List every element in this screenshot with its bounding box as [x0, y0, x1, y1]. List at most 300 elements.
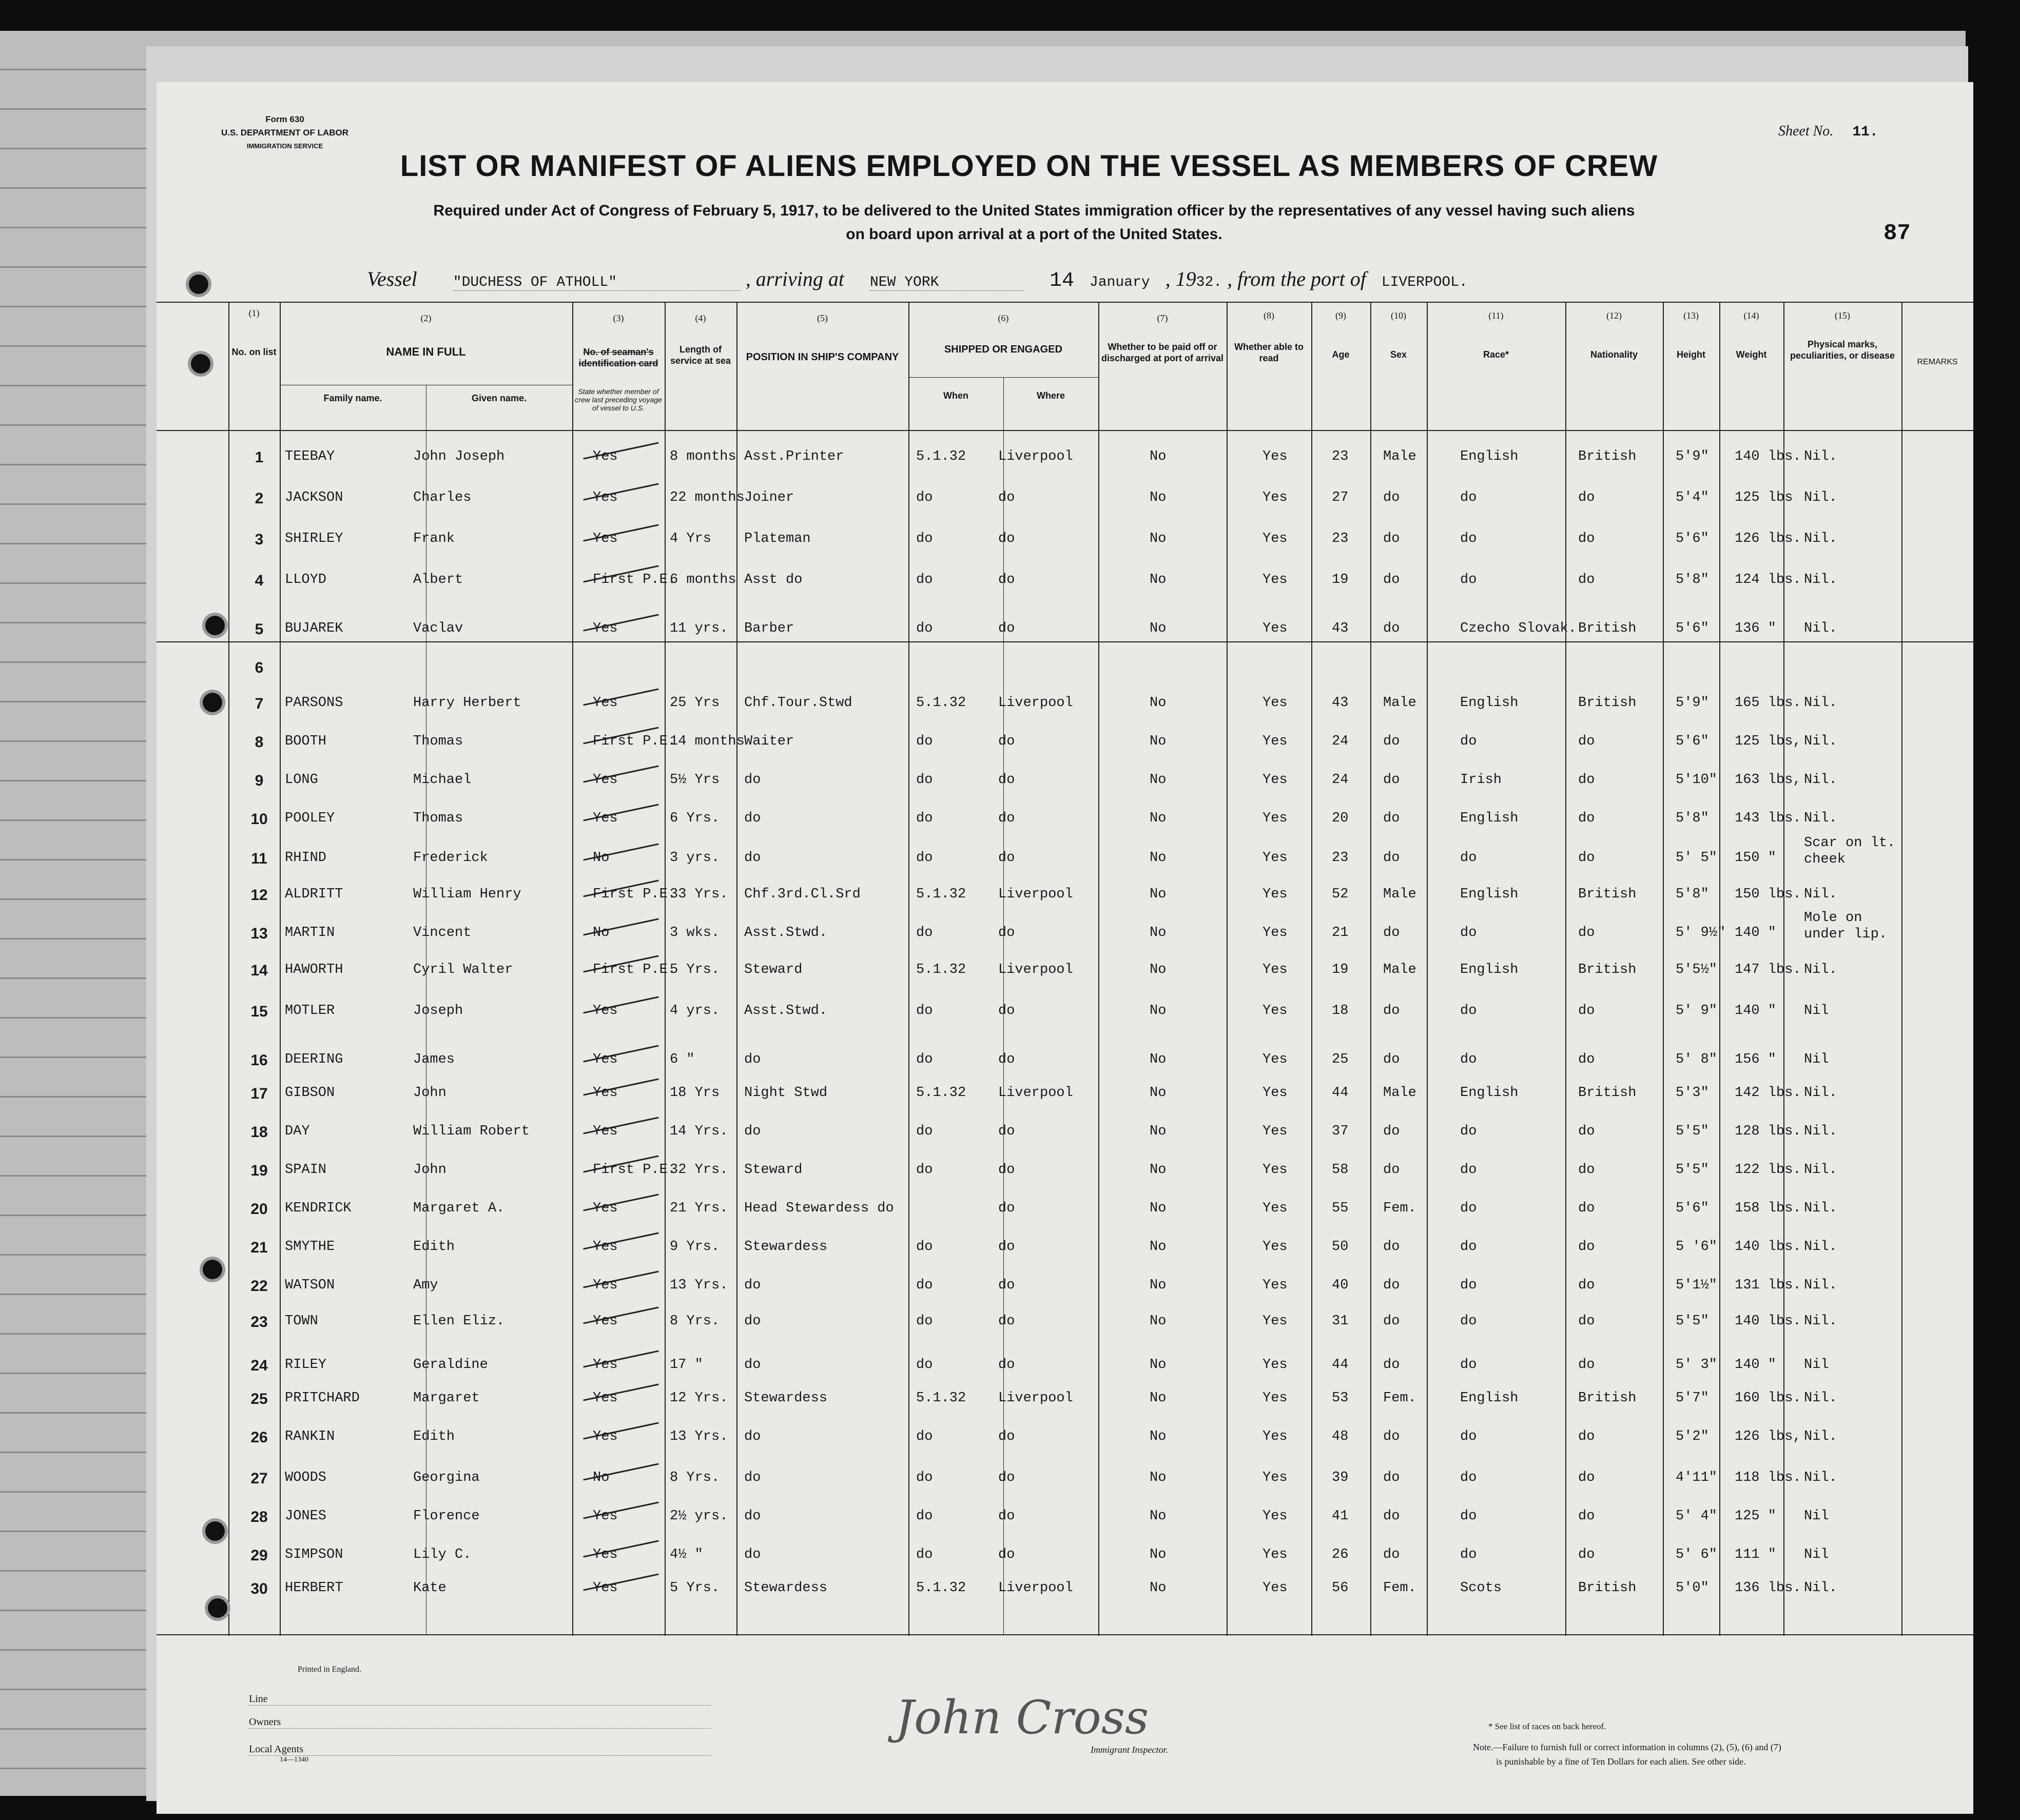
engaged-where: Liverpool [998, 1580, 1073, 1596]
able-to-read: Yes [1262, 1003, 1288, 1019]
able-to-read: Yes [1262, 1085, 1288, 1101]
height: 5' 9½" [1676, 925, 1726, 941]
race: do [1460, 572, 1477, 588]
hdr-card: No. of seaman's identification card [578, 347, 658, 368]
race: do [1460, 1470, 1477, 1485]
engaged-when: do [916, 1162, 933, 1178]
position: do [744, 811, 761, 826]
family-name: RHIND [285, 850, 327, 866]
hdr-where: Where [1036, 390, 1065, 401]
card-status: First P.E. [593, 962, 676, 977]
sex: do [1383, 572, 1400, 588]
row-number: 15 [250, 1003, 268, 1020]
height: 5 '6" [1676, 1239, 1718, 1255]
given-name: Thomas [413, 734, 463, 749]
nationality: do [1578, 1357, 1595, 1373]
row-number: 7 [255, 695, 264, 712]
given-name: Edith [413, 1429, 455, 1444]
card-status: Yes [593, 1429, 618, 1444]
height: 5' 9" [1676, 1003, 1718, 1019]
given-name: Geraldine [413, 1357, 488, 1373]
card-status: Yes [593, 1509, 618, 1524]
family-name: TEEBAY [285, 449, 335, 464]
engaged-when: do [916, 1547, 933, 1562]
given-name: William Robert [413, 1124, 530, 1139]
departure-port: LIVERPOOL. [1381, 275, 1468, 290]
sex: do [1383, 1162, 1400, 1178]
family-name: SHIRLEY [285, 531, 343, 546]
card-status: Yes [593, 1003, 618, 1019]
hdr-weight: Weight [1736, 349, 1767, 360]
service-length: 33 Yrs. [670, 887, 728, 902]
engaged-where: do [998, 1052, 1015, 1067]
agents-label: Local Agents [249, 1744, 304, 1755]
service-length: 5½ Yrs [670, 772, 720, 788]
family-name: LONG [285, 772, 318, 788]
col-num: (6) [998, 313, 1009, 323]
height: 5'4" [1676, 490, 1709, 505]
family-name: GIBSON [285, 1085, 335, 1101]
height: 5'7" [1676, 1391, 1709, 1406]
sex: do [1383, 1278, 1400, 1293]
family-name: WOODS [285, 1470, 327, 1485]
paid-off: No [1150, 1429, 1167, 1444]
nationality: do [1578, 1162, 1595, 1178]
binder-hole [205, 616, 225, 635]
nationality: do [1578, 850, 1595, 866]
sex: do [1383, 531, 1400, 546]
engaged-where: Liverpool [998, 1391, 1073, 1406]
family-name: WATSON [285, 1278, 335, 1293]
family-name: DEERING [285, 1052, 343, 1067]
printed-note: Printed in England. [298, 1665, 361, 1674]
sex: do [1383, 1052, 1400, 1067]
height: 4'11" [1676, 1470, 1718, 1485]
physical-marks: Nil [1804, 1003, 1829, 1019]
height: 5' 5" [1676, 850, 1718, 866]
nationality: British [1578, 695, 1637, 711]
service-length: 22 months [670, 490, 745, 505]
engaged-where: do [998, 1162, 1015, 1178]
position: Waiter [744, 734, 794, 749]
col-num: (4) [695, 313, 706, 323]
col-num: (11) [1488, 310, 1504, 321]
sex: do [1383, 1547, 1400, 1562]
row-number: 27 [250, 1470, 268, 1487]
paid-off: No [1150, 1470, 1167, 1485]
position: do [744, 1429, 761, 1444]
engaged-when: 5.1.32 [916, 1085, 966, 1101]
weight: 128 lbs. [1735, 1124, 1801, 1139]
row-number: 14 [250, 962, 268, 979]
paid-off: No [1150, 1580, 1167, 1596]
position: do [744, 1509, 761, 1524]
engaged-when: 5.1.32 [916, 1391, 966, 1406]
race: do [1460, 1124, 1477, 1139]
card-status: Yes [593, 1314, 618, 1329]
engaged-where: do [998, 1357, 1015, 1373]
weight: 147 lbs. [1735, 962, 1801, 977]
paid-off: No [1150, 1201, 1167, 1216]
position: Joiner [744, 490, 794, 505]
family-name: ALDRITT [285, 887, 343, 902]
card-status: Yes [593, 621, 618, 636]
table-row [157, 1547, 1953, 1568]
row-number: 1 [255, 449, 264, 466]
card-status: Yes [593, 1278, 618, 1293]
sex: Male [1383, 449, 1416, 464]
given-name: Cyril Walter [413, 962, 513, 977]
able-to-read: Yes [1262, 490, 1288, 505]
physical-marks: Nil [1804, 1509, 1829, 1524]
arrival-day: 14 [1050, 269, 1075, 292]
engaged-when: do [916, 1357, 933, 1373]
race: do [1460, 1278, 1477, 1293]
position: Asst.Stwd. [744, 925, 828, 941]
card-status: First P.E. [593, 1162, 676, 1178]
paid-off: No [1150, 734, 1167, 749]
card-status: Yes [593, 1239, 618, 1255]
table-row [157, 1162, 1953, 1183]
height: 5'6" [1676, 734, 1709, 749]
nationality: do [1578, 531, 1595, 546]
able-to-read: Yes [1262, 887, 1288, 902]
page-number: 87 [1883, 221, 1911, 246]
paid-off: No [1150, 621, 1167, 636]
able-to-read: Yes [1262, 1314, 1288, 1329]
paid-off: No [1150, 1509, 1167, 1524]
height: 5' 4" [1676, 1509, 1718, 1524]
engaged-when: do [916, 1239, 933, 1255]
given-name: John Joseph [413, 449, 505, 464]
card-status: Yes [593, 1201, 618, 1216]
family-name: RILEY [285, 1357, 327, 1373]
able-to-read: Yes [1262, 925, 1288, 941]
height: 5'2" [1676, 1429, 1709, 1444]
physical-marks: Nil. [1804, 1239, 1837, 1255]
row-number: 6 [255, 659, 264, 676]
age: 21 [1332, 925, 1349, 941]
family-name: LLOYD [285, 572, 327, 588]
given-name: Florence [413, 1509, 480, 1524]
nationality: do [1578, 1052, 1595, 1067]
given-name: Kate [413, 1580, 446, 1596]
row-number: 4 [255, 572, 264, 589]
form-service: IMMIGRATION SERVICE [246, 142, 323, 150]
manifest-page [157, 82, 1973, 1814]
race: English [1460, 449, 1519, 464]
paid-off: No [1150, 772, 1167, 788]
height: 5' 3" [1676, 1357, 1718, 1373]
col-num: (12) [1606, 310, 1622, 321]
row-number: 19 [250, 1162, 268, 1179]
fine-note-2: is punishable by a fine of Ten Dollars for each alien. See other side. [1496, 1756, 1746, 1767]
sex: do [1383, 1124, 1400, 1139]
paid-off: No [1150, 1085, 1167, 1101]
age: 44 [1332, 1085, 1349, 1101]
position: do [744, 1278, 761, 1293]
table-row [157, 695, 1953, 716]
paid-off: No [1150, 887, 1167, 902]
sex: do [1383, 1314, 1400, 1329]
service-length: 6 months [670, 572, 736, 588]
service-length: 8 Yrs. [670, 1314, 720, 1329]
engaged-where: do [998, 1003, 1015, 1019]
given-name: Frederick [413, 850, 488, 866]
fine-note-1: Note.—Failure to furnish full or correct information in columns (2), (5), (6) and (7) [1473, 1742, 1781, 1752]
age: 19 [1332, 962, 1349, 977]
col-num: (15) [1835, 310, 1850, 321]
position: do [744, 1052, 761, 1067]
physical-marks: Nil. [1804, 621, 1837, 636]
row-number: 17 [250, 1085, 268, 1102]
nationality: do [1578, 772, 1595, 788]
able-to-read: Yes [1262, 1162, 1288, 1178]
race: do [1460, 1547, 1477, 1562]
service-length: 13 Yrs. [670, 1429, 728, 1444]
physical-marks: Nil. [1804, 1201, 1837, 1216]
engaged-where: do [998, 772, 1015, 788]
family-name: JONES [285, 1509, 327, 1524]
card-status: Yes [593, 1052, 618, 1067]
given-name: John [413, 1162, 446, 1178]
given-name: Amy [413, 1278, 438, 1293]
card-status: Yes [593, 1547, 618, 1562]
nationality: do [1578, 1201, 1595, 1216]
sex: do [1383, 925, 1400, 941]
height: 5'5½" [1676, 962, 1718, 977]
age: 23 [1332, 531, 1349, 546]
weight: 140 " [1735, 1357, 1777, 1373]
line-label: Line [249, 1693, 268, 1705]
paid-off: No [1150, 1547, 1167, 1562]
able-to-read: Yes [1262, 1357, 1288, 1373]
table-row [157, 835, 1953, 871]
nationality: British [1578, 1580, 1637, 1596]
age: 25 [1332, 1052, 1349, 1067]
physical-marks: Nil. [1804, 1314, 1837, 1329]
vessel-line [367, 267, 1468, 292]
table-row [157, 1003, 1953, 1024]
card-status: First P.E. [593, 572, 676, 588]
position: Night Stwd [744, 1085, 828, 1101]
engaged-where: do [998, 1201, 1015, 1216]
physical-marks: Mole on under lip. [1804, 910, 1888, 942]
weight: 165 lbs. [1735, 695, 1801, 711]
family-name: RANKIN [285, 1429, 335, 1444]
hdr-when: When [943, 390, 968, 401]
section-rule [157, 641, 1973, 642]
position: Asst.Printer [744, 449, 844, 464]
arriving-label: , arriving at [745, 267, 844, 290]
arrival-month: January [1090, 275, 1150, 290]
height: 5'6" [1676, 1201, 1709, 1216]
nationality: British [1578, 1085, 1637, 1101]
card-status: Yes [593, 1124, 618, 1139]
able-to-read: Yes [1262, 1580, 1288, 1596]
row-number: 11 [251, 850, 267, 867]
table-row [157, 531, 1953, 552]
table-row [157, 1357, 1953, 1378]
paid-off: No [1150, 1052, 1167, 1067]
sex: Male [1383, 1085, 1416, 1101]
nationality: British [1578, 1391, 1637, 1406]
race: Czecho Slovak. [1460, 621, 1577, 636]
family-name: PARSONS [285, 695, 343, 711]
row-number: 3 [255, 531, 264, 548]
col-num: (14) [1743, 310, 1759, 321]
table-top-rule [157, 302, 1973, 303]
hdr-no-on-list: No. on list [231, 347, 277, 357]
given-name: Thomas [413, 811, 463, 826]
age: 55 [1332, 1201, 1349, 1216]
age: 39 [1332, 1470, 1349, 1485]
race: do [1460, 1239, 1477, 1255]
paid-off: No [1150, 962, 1167, 977]
race: English [1460, 887, 1519, 902]
position: Steward [744, 962, 803, 977]
subtitle-line-2: on board upon arrival at a port of the United States. [846, 226, 1222, 243]
service-length: 14 months [670, 734, 745, 749]
binder-hole [203, 693, 222, 712]
port-label: , from the port of [1227, 267, 1366, 290]
age: 48 [1332, 1429, 1349, 1444]
table-row [157, 1239, 1953, 1260]
form-number: Form 630 [265, 114, 304, 124]
paid-off: No [1150, 1162, 1167, 1178]
given-name: Lily C. [413, 1547, 472, 1562]
height: 5'6" [1676, 531, 1709, 546]
family-name: HAWORTH [285, 962, 343, 977]
service-length: 21 Yrs. [670, 1201, 728, 1216]
engaged-when: do [916, 1124, 933, 1139]
position: Head Stewardess do [744, 1201, 894, 1216]
sex: do [1383, 621, 1400, 636]
service-length: 6 " [670, 1052, 695, 1067]
weight: 163 lbs, [1735, 772, 1801, 788]
nationality: do [1578, 925, 1595, 941]
physical-marks: Nil. [1804, 490, 1837, 505]
physical-marks: Nil. [1804, 734, 1837, 749]
engaged-when: do [916, 811, 933, 826]
service-length: 5 Yrs. [670, 1580, 720, 1596]
family-name: JACKSON [285, 490, 343, 505]
binder-hole [189, 275, 208, 294]
engaged-where: do [998, 490, 1015, 505]
physical-marks: Nil. [1804, 1278, 1837, 1293]
able-to-read: Yes [1262, 811, 1288, 826]
nationality: do [1578, 1470, 1595, 1485]
row-number: 8 [255, 734, 264, 751]
age: 43 [1332, 621, 1349, 636]
engaged-when: do [916, 925, 933, 941]
inspector-signature: John Cross [896, 1691, 1149, 1745]
service-length: 17 " [670, 1357, 703, 1373]
paid-off: No [1150, 490, 1167, 505]
table-row [157, 621, 1953, 641]
race: do [1460, 1429, 1477, 1444]
engaged-where: Liverpool [998, 887, 1073, 902]
able-to-read: Yes [1262, 1278, 1288, 1293]
race: do [1460, 850, 1477, 866]
sheet-number [1778, 123, 1878, 140]
engaged-when: do [916, 1314, 933, 1329]
hdr-position: POSITION IN SHIP'S COMPANY [746, 351, 899, 363]
row-number: 5 [255, 621, 264, 638]
nationality: do [1578, 1314, 1595, 1329]
hdr-family-name: Family name. [323, 393, 382, 403]
paid-off: No [1150, 1314, 1167, 1329]
able-to-read: Yes [1262, 572, 1288, 588]
family-name: TOWN [285, 1314, 318, 1329]
card-status: Yes [593, 1085, 618, 1101]
position: Steward [744, 1162, 803, 1178]
family-name: POOLEY [285, 811, 335, 826]
vessel-label: Vessel [367, 267, 417, 290]
engaged-when: do [916, 572, 933, 588]
weight: 118 lbs. [1735, 1470, 1801, 1485]
given-name: Margaret [413, 1391, 480, 1406]
nationality: do [1578, 734, 1595, 749]
age: 37 [1332, 1124, 1349, 1139]
weight: 111 " [1735, 1547, 1777, 1562]
sex: do [1383, 490, 1400, 505]
service-length: 2½ yrs. [670, 1509, 728, 1524]
weight: 126 lbs. [1735, 531, 1801, 546]
row-number: 21 [250, 1239, 268, 1256]
given-name: Harry Herbert [413, 695, 521, 711]
age: 41 [1332, 1509, 1349, 1524]
age: 43 [1332, 695, 1349, 711]
physical-marks: Nil. [1804, 962, 1837, 977]
arrival-year: 32. [1196, 275, 1222, 290]
col-num: (1) [248, 308, 260, 318]
hdr-shipped: SHIPPED OR ENGAGED [944, 344, 1063, 355]
engaged-where: do [998, 1278, 1015, 1293]
able-to-read: Yes [1262, 772, 1288, 788]
engaged-where: do [998, 572, 1015, 588]
age: 24 [1332, 772, 1349, 788]
col-num: (13) [1683, 310, 1699, 321]
row-number: 20 [250, 1201, 268, 1218]
row-number: 18 [250, 1124, 268, 1141]
age: 23 [1332, 850, 1349, 866]
given-name: Margaret A. [413, 1201, 505, 1216]
hdr-given-name: Given name. [471, 393, 527, 403]
family-name: MOTLER [285, 1003, 335, 1019]
service-length: 3 yrs. [670, 850, 720, 866]
row-number: 29 [250, 1547, 268, 1564]
weight: 140 lbs. [1735, 449, 1801, 464]
sex: do [1383, 734, 1400, 749]
engaged-when: do [916, 772, 933, 788]
physical-marks: Nil. [1804, 1124, 1837, 1139]
race: Irish [1460, 772, 1502, 788]
sex: do [1383, 1003, 1400, 1019]
able-to-read: Yes [1262, 621, 1288, 636]
table-row [157, 811, 1953, 831]
height: 5'9" [1676, 695, 1709, 711]
position: Stewardess [744, 1580, 828, 1596]
row-number: 13 [250, 925, 268, 942]
col-num: (2) [420, 313, 432, 323]
binder-hole [203, 1260, 222, 1279]
position: Barber [744, 621, 794, 636]
card-status: Yes [593, 695, 618, 711]
engaged-when: 5.1.32 [916, 1580, 966, 1596]
position: Asst do [744, 572, 803, 588]
row-number: 30 [250, 1580, 268, 1597]
